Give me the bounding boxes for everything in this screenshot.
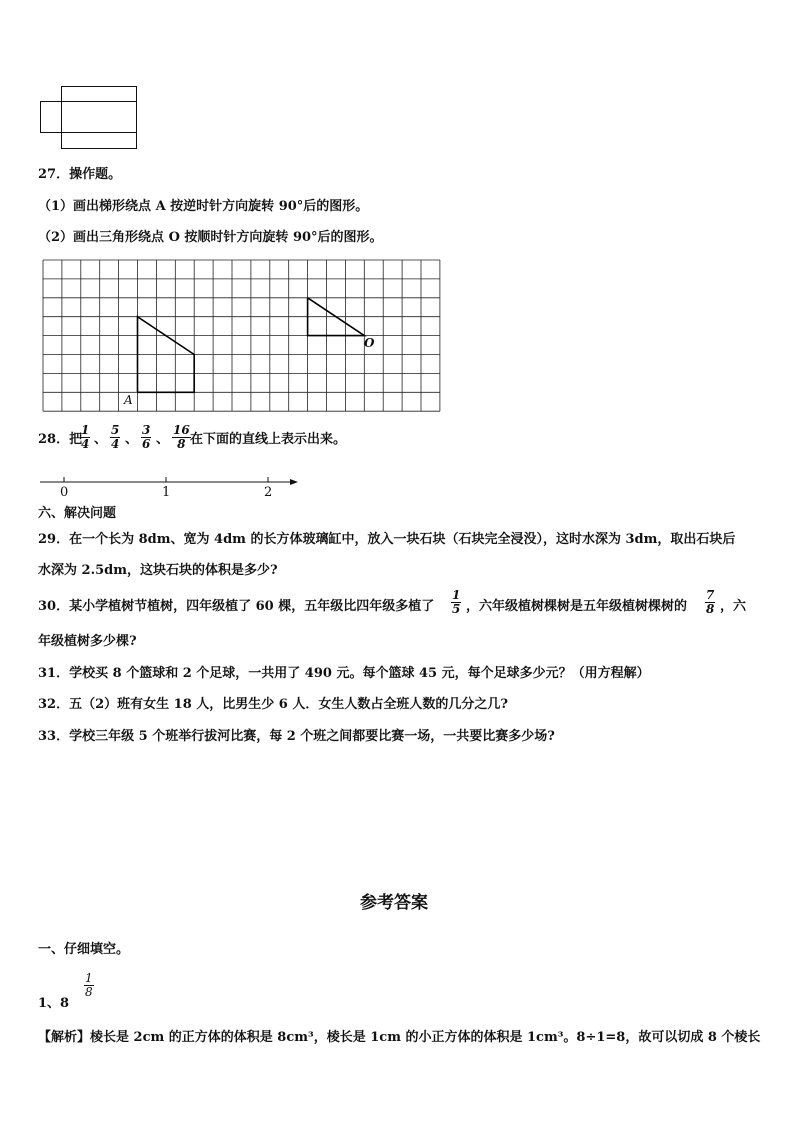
answer-1-label: 1、8 <box>38 996 70 1011</box>
q29-line-2: 水深为 2.5dm，这块石块的体积是多少? <box>38 563 278 578</box>
answer-1-analysis: 【解析】棱长是 2cm 的正方体的体积是 8cm³，棱长是 1cm 的小正方体的体积是 1cm³。8÷1=8，故可以切成 8 个棱长 <box>38 1030 761 1045</box>
rotation-grid <box>42 259 440 413</box>
q28-fraction-1: $\frac{1}{4}$ <box>81 423 90 451</box>
q32: 32．五（2）班有女生 18 人，比男生少 6 人．女生人数占全班人数的几分之几? <box>38 697 508 712</box>
tick-label-2: 2 <box>264 485 273 500</box>
q28-suffix: 在下面的直线上表示出来。 <box>190 432 347 447</box>
q28-sep-1: 、 <box>94 432 108 447</box>
point-o-label: O <box>364 336 375 350</box>
q27-title: 27．操作题。 <box>38 167 122 182</box>
q30-part-2: ，六年级植树棵树是五年级植树棵树的 <box>466 599 688 614</box>
answer-1-fraction: $\frac{1}{8}$ <box>85 971 93 999</box>
q28-fraction-4: $\frac{16}{8}$ <box>173 423 190 451</box>
q30-fraction-1: $\frac{1}{5}$ <box>452 588 461 616</box>
tick-label-0: 0 <box>60 485 69 500</box>
answers-section-1: 一、仔细填空。 <box>38 942 130 957</box>
q30-line-2: 年级植树多少棵? <box>38 634 137 649</box>
q33: 33．学校三年级 5 个班举行拔河比赛，每 2 个班之间都要比赛一场，一共要比赛多少场? <box>38 729 555 744</box>
answers-title: 参考答案 <box>360 893 428 913</box>
q28-sep-2: 、 <box>125 432 139 447</box>
q31: 31．学校买 8 个篮球和 2 个足球，一共用了 490 元。每个篮球 45 元，每个足球多少元？（用方程解） <box>38 666 650 681</box>
q29-line-1: 29．在一个长为 8dm、宽为 4dm 的长方体玻璃缸中，放入一块石块（石块完全浸没），这时水深为 3dm，取出石块后 <box>38 532 736 547</box>
q27-instruction-1: （1）画出梯形绕点 A 按逆时针方向旋转 90°后的图形。 <box>38 199 369 214</box>
q30-part-3: ，六 <box>720 599 747 614</box>
tick-label-1: 1 <box>162 485 171 500</box>
q27-instruction-2: （2）画出三角形绕点 O 按顺时针方向旋转 90°后的图形。 <box>38 230 383 245</box>
q28-sep-3: 、 <box>156 432 170 447</box>
q28-fraction-3: $\frac{3}{6}$ <box>142 423 151 451</box>
q28-fraction-2: $\frac{5}{4}$ <box>111 423 120 451</box>
q30-part-1: 30．某小学植树节植树，四年级植了 60 棵，五年级比四年级多植了 <box>38 599 435 614</box>
cuboid-net-figure <box>40 86 140 136</box>
section-6-heading: 六、解决问题 <box>38 506 117 521</box>
point-a-label: A <box>124 393 133 407</box>
q30-fraction-2: $\frac{7}{8}$ <box>706 588 715 616</box>
q28-prefix: 28．把 <box>38 432 83 447</box>
